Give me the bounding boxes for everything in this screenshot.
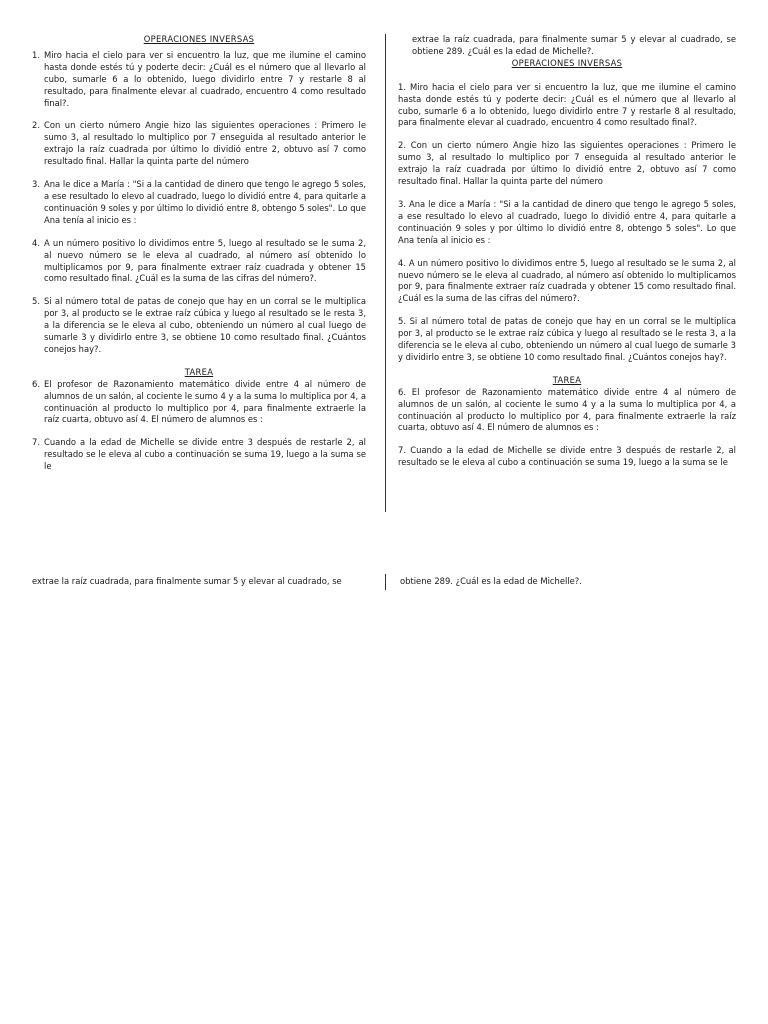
item-number: 3. (32, 179, 40, 190)
left-title: OPERACIONES INVERSAS (143, 34, 255, 44)
right-paragraph-2: 2. Con un cierto número Angie hizo las siguientes operaciones : Primero le sumo 3, al resultado lo multiplico por 7 enseguida al resultado anterior le extrajo la raíz cuadrada por último lo dividió entre 2, obtuvo así 7 como resultado final. Hallar la quinta parte del número (398, 140, 736, 187)
right-paragraph-3: 3. Ana le dice a María : "Si a la cantidad de dinero que tengo le agrego 5 soles, a ese resultado lo elevo al cuadrado, luego lo dividió entre 4, para quitarle a continuación 9 soles y por último lo dividió entre 8, obtengo 5 soles". Lo que Ana tenía al inicio es : (398, 198, 736, 245)
right-paragraph-7: 7. Cuando a la edad de Michelle se divide entre 3 después de restarle 2, al resultado se le eleva al cubo a continuación se suma 19, luego a la suma se le (398, 445, 736, 468)
footer-left-text: extrae la raíz cuadrada, para finalmente sumar 5 y elevar al cuadrado, se (32, 576, 342, 586)
right-paragraph-6: 6. El profesor de Razonamiento matemático divide entre 4 al número de alumnos de un salón, al cociente le sumo 4 y a la suma lo multiplica por 4, a continuación al producto lo multiplico por 4, para finalmente extraerle la raíz cuarta, obtuvo así 4. El número de alumnos es : (398, 386, 736, 433)
right-paragraph-4: 4. A un número positivo lo dividimos entre 5, luego al resultado se le suma 2, al nuevo número se le eleva al cuadrado, al número así obtenido lo multiplicamos por 9, para finalmente extraer raíz cuadrada y obtener 15 como resultado final. ¿Cuál es la suma de las cifras del número?. (398, 257, 736, 304)
right-tarea-heading: TAREA (552, 374, 582, 385)
left-item-1 (32, 50, 366, 110)
right-title: OPERACIONES INVERSAS (511, 57, 623, 68)
right-top-continuation: extrae la raíz cuadrada, para finalmente sumar 5 y elevar al cuadrado, se obtiene 289. ¿Cuál es la edad de Michelle?. (412, 34, 736, 56)
item-text: Con un cierto número Angie hizo las siguientes operaciones : Primero le sumo 3, al resultado lo multiplico por 7 enseguida al resultado anterior le extrajo la raíz cuadrada por último lo dividió entre 2, obtuvo así 7 como resultado final. Hallar la quinta parte del número (44, 120, 366, 167)
left-item-3 (32, 179, 366, 227)
left-item-4 (32, 238, 366, 286)
right-paragraph-5: 5. Si al número total de patas de conejo que hay en un corral se le multiplica por 3, al producto se le extrae raíz cúbica y luego al resultado se le resta 3, a la diferencia se le eleva al cubo, obteniendo un número al cual luego de sumarle 3 y dividirlo entre 3, se obtiene 10 como resultado final. ¿Cuántos conejos hay?. (398, 316, 736, 362)
item-text: Cuando a la edad de Michelle se divide entre 3 después de restarle 2, al resultado se le eleva al cubo a continuación se suma 19, luego a la suma se le (44, 437, 366, 472)
column-divider (385, 34, 386, 512)
footer-right-text: obtiene 289. ¿Cuál es la edad de Michelle?. (400, 576, 582, 586)
left-column (32, 34, 366, 473)
left-item-7 (32, 437, 366, 473)
item-text: Si al número total de patas de conejo que hay en un corral se le multiplica por 3, al producto se le extrae raíz cúbica y luego al resultado se le resta 3, a la diferencia se le eleva al cubo, obteniendo un número al cual luego de sumarle 3 y dividirlo entre 3, se obtiene 10 como resultado final. ¿Cuántos conejos hay?. (44, 296, 366, 354)
right-paragraph-1: 1. Miro hacia el cielo para ver si encuentro la luz, que me ilumine el camino hasta donde estés tú y poderte decir: ¿Cuál es el número que al llevarlo al cubo, sumarle 6 a lo obtenido, luego dividirlo entre 7 y restarle 8 al resultado, para finalmente elevar al cuadrado, encuentro 4 como resultado final?. (398, 81, 736, 128)
item-text: Ana le dice a María : "Si a la cantidad de dinero que tengo le agrego 5 soles, a ese resultado lo elevo al cuadrado, luego lo dividió entre 4, para quitarle a continuación 9 soles y por último lo dividió entre 8, obtengo 5 soles". Lo que Ana tenía al inicio es : (44, 179, 366, 225)
item-number: 1. (32, 49, 40, 60)
right-column (398, 34, 736, 469)
item-number: 2. (32, 120, 40, 131)
item-text: El profesor de Razonamiento matemático divide entre 4 al número de alumnos de un salón, al cociente le sumo 4 y a la suma lo multiplica por 4, a continuación al producto lo multiplico por 4, para finalmente extraerle la raíz cuarta, obtuvo así 4. El número de alumnos es : (44, 378, 366, 425)
left-item-6 (32, 379, 366, 427)
item-number: 7. (32, 437, 40, 448)
left-item-5 (32, 296, 366, 356)
footer-divider (385, 574, 386, 590)
item-number: 5. (32, 296, 40, 307)
item-text: Miro hacia el cielo para ver si encuentro la luz, que me ilumine el camino hasta donde estés tú y poderte decir: ¿Cuál es el número que al llevarlo al cubo, sumarle 6 a lo obtenido, luego dividirlo entre 7 y restarle 8 al resultado, para finalmente elevar al cuadrado, encuentro 4 como resultado final?. (44, 49, 366, 108)
left-item-2 (32, 120, 366, 168)
item-number: 6. (32, 378, 40, 389)
item-text: A un número positivo lo dividimos entre 5, luego al resultado se le suma 2, al nuevo número se le eleva al cuadrado, al número así obtenido lo multiplicamos por 9, para finalmente extraer raíz cuadrada y obtener 15 como resultado final. ¿Cuál es la suma de las cifras del número?. (44, 237, 366, 284)
left-tarea-heading: TAREA (184, 366, 214, 377)
item-number: 4. (32, 237, 40, 248)
